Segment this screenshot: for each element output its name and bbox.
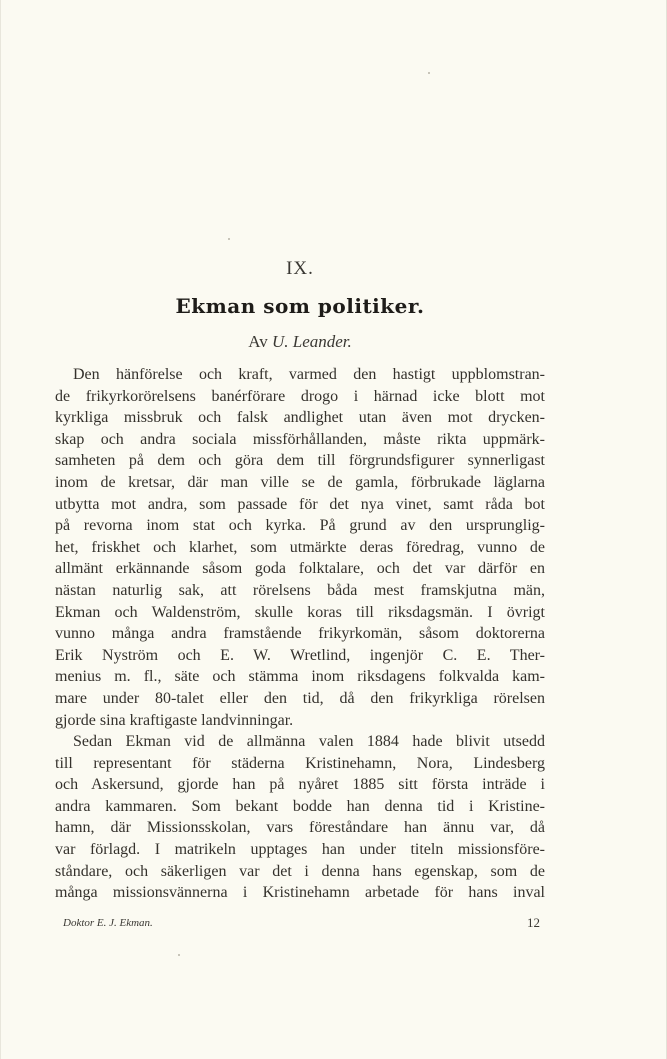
text-line: Sedan Ekman vid de allmänna valen 1884 hade blivit utsedd <box>73 733 545 751</box>
text-line: gjorde sina kraftigaste landvinningar. <box>55 711 294 729</box>
text-line: Den hänförelse och kraft, varmed den hastigt uppblomstran- <box>73 366 545 383</box>
text-line: nästan naturlig sak, att rörelsens båda mest framskjutna män, <box>55 581 545 599</box>
text-line: till representant för städerna Kristinehamn, Nora, Lindesberg <box>55 754 545 772</box>
byline <box>0 332 600 352</box>
text-line: het, friskhet och klarhet, som utmärkte deras föredrag, vunno de <box>55 538 545 556</box>
chapter-number: IX. <box>286 258 314 279</box>
text-line: ståndare, och säkerligen var det i denna hans egenskap, som de <box>55 862 545 880</box>
text-line: kyrkliga missbruk och falsk andlighet utan även mot drycken- <box>55 409 545 427</box>
text-line: samheten på dem och göra dem till förgrundsfigurer synnerligast <box>55 452 545 470</box>
page-footer <box>63 917 540 933</box>
paper-speck <box>428 72 430 74</box>
text-line: inom de kretsar, där man ville se de gamla, förbrukade läglarna <box>55 473 545 491</box>
text-line: allmänt erkännande såsom goda folktalare, och det var därför en <box>55 560 545 578</box>
text-line: Ekman och Waldenström, skulle koras till riksdagsmän. I övrigt <box>55 603 545 621</box>
text-line: andra kammaren. Som bekant bodde han denna tid i Kristine- <box>55 797 545 815</box>
body-text <box>55 364 545 904</box>
text-line: de frikyrkorörelsens banérförare drogo i härnad icke blott mot <box>55 387 545 405</box>
text-line: vunno många andra framstående frikyrkomän, såsom doktorerna <box>55 625 545 643</box>
byline-prefix: Av <box>248 332 268 351</box>
text-line: många missionsvännerna i Kristinehamn arbetade för hans inval <box>55 884 545 902</box>
chapter-title: Ekman som politiker. <box>175 294 425 318</box>
text-line: på revorna inom stat och kyrka. På grund av den ursprunglig- <box>55 517 545 535</box>
text-line: hamn, där Missionsskolan, vars föreståndare han ännu var, då <box>55 819 545 837</box>
paper-speck <box>228 238 230 240</box>
text-line: och Askersund, gjorde han på nyåret 1885 sitt första inträde i <box>55 776 545 794</box>
text-line: utbytta mot andra, som passade för det nya vinet, samt råda bot <box>55 495 545 513</box>
text-line: menius m. fl., säte och stämma inom riksdagens folkvalda kam- <box>55 668 545 686</box>
footer-signature: Doktor E. J. Ekman. <box>63 917 153 929</box>
text-line: var förlagd. I matrikeln upptages han under titeln missionsföre- <box>55 841 545 859</box>
paper-speck <box>178 954 180 956</box>
page-number: 12 <box>527 915 540 930</box>
text-line: skap och andra sociala missförhållanden, måste rikta uppmärk- <box>55 430 545 448</box>
text-line: Erik Nyström och E. W. Wretlind, ingenjör C. E. Ther- <box>55 646 545 664</box>
author-name: U. Leander. <box>271 332 352 351</box>
text-line: mare under 80-talet eller den tid, då den frikyrkliga rörelsen <box>55 689 545 707</box>
